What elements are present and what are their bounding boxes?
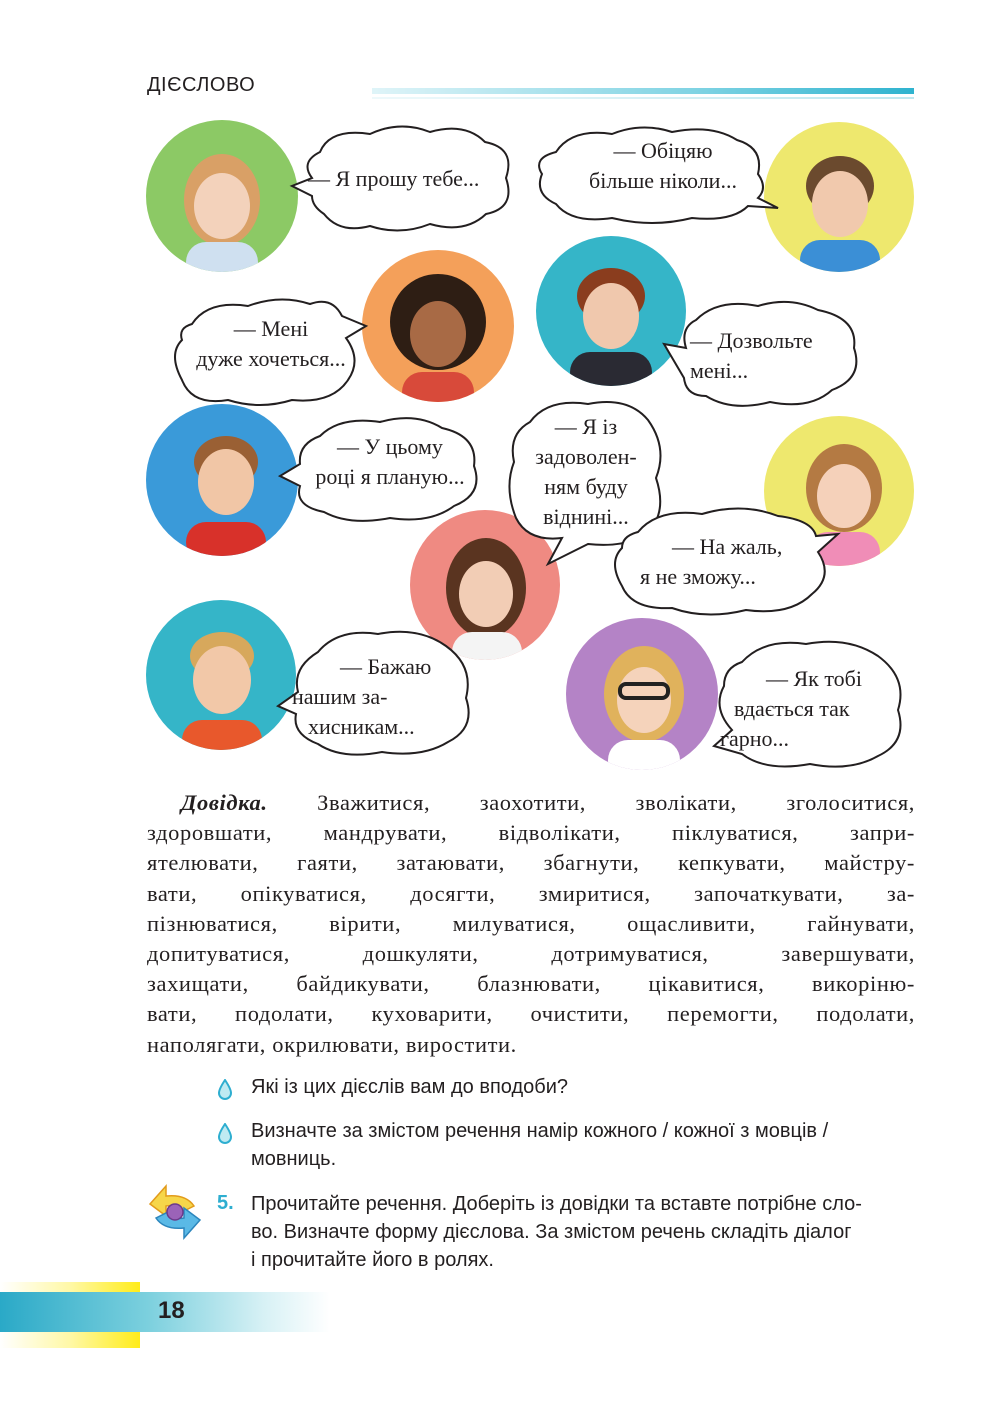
bubble-9-line-1: — Як тобі (766, 666, 862, 691)
bubble-2-line-2: більше ніколи... (589, 168, 737, 193)
reference-line-1: Зважитися, заохотити, зволікати, зголоситися, (317, 790, 916, 815)
bubble-8-line-3: хисникам... (308, 714, 415, 739)
question-2 (217, 1117, 917, 1175)
bubble-6-line-4: віднині... (543, 504, 629, 529)
bubble-4-line-2: мені... (690, 358, 749, 383)
speech-bubble-1 (290, 122, 518, 234)
reference-line-6: допитуватися, дошкуляти, дотримуватися, завершувати, (147, 941, 915, 967)
question-1 (217, 1073, 917, 1103)
reference-line-8: вати, подолати, куховарити, очистити, перемогти, подолати, (147, 1001, 915, 1027)
exercise-text: Прочитайте речення. Доберіть із довідки та вставте потрібне сло- во. Визначте форму дієслова. За змістом речень складіть діалог і прочитайте його в ролях. (251, 1193, 862, 1271)
chapter-title: ДІЄСЛОВО (147, 74, 256, 96)
bubble-6-line-2: задоволен- (535, 444, 637, 469)
bubble-3-line-1: — Мені (233, 316, 309, 341)
avatar-boy-4 (146, 600, 296, 750)
bubble-7-line-1: — На жаль, (672, 534, 783, 559)
avatar-boy-1 (764, 122, 914, 272)
exercise-number: 5. (217, 1192, 234, 1214)
water-drop-icon (217, 1123, 233, 1145)
header-rule (372, 88, 914, 94)
bubble-8-line-2: нашим за- (292, 684, 388, 709)
header-rule-thin (372, 97, 914, 99)
bubble-2-line-1: — Обіцяю (613, 138, 713, 163)
avatar-girl-2 (362, 250, 514, 402)
speech-bubble-7 (612, 506, 838, 618)
avatar-girl-5 (566, 618, 718, 770)
avatar-boy-3 (146, 404, 298, 556)
bubble-5-line-1: — У цьому (337, 434, 443, 459)
dialogue-arrows-icon (146, 1182, 204, 1247)
reference-line-4: вати, опікуватися, досягти, змиритися, започаткувати, за- (147, 880, 915, 906)
bubble-9-line-2: вдається так (734, 696, 850, 721)
page-number: 18 (158, 1297, 185, 1324)
avatar-girl-1 (146, 120, 298, 272)
bubble-1-line-1: — Я прошу тебе... (308, 166, 480, 191)
speech-bubble-2 (532, 124, 780, 224)
reference-line-2: здоровшати, мандрувати, відволікати, піклуватися, запри- (147, 820, 915, 846)
bubble-4-line-1: — Дозвольте (690, 328, 813, 353)
water-drop-icon (217, 1079, 233, 1101)
bubble-9-line-3: гарно... (720, 726, 790, 751)
question-1-text: Які із цих дієслів вам до вподоби? (251, 1076, 569, 1098)
reference-line-3: ятелювати, гаяти, затаювати, збагнути, кепкувати, майстру- (147, 850, 915, 876)
bubble-7-line-2: я не зможу... (640, 564, 756, 589)
reference-label: Довідка. (181, 790, 268, 815)
speech-bubble-3 (172, 294, 368, 410)
bubble-8-line-1: — Бажаю (340, 654, 432, 679)
speech-bubble-4 (662, 298, 862, 410)
question-2-text: Визначте за змістом речення намір кожного / кожної з мовців / мовниць. (251, 1120, 829, 1170)
bubble-5-line-2: році я планую... (315, 464, 465, 489)
reference-line-7: захищати, байдикувати, блазнювати, цікавитися, викоріню- (147, 971, 915, 997)
bubble-3-line-2: дуже хочеться... (196, 346, 346, 371)
speech-bubble-5 (280, 416, 486, 524)
bubble-6-line-1: — Я із (554, 414, 618, 439)
reference-line-9: наполягати, окрилювати, виростити. (147, 1031, 517, 1057)
bubble-6-line-3: ням буду (544, 474, 628, 499)
reference-line-5: пізнюватися, вірити, милуватися, ощасливити, гайнувати, (147, 910, 915, 936)
reference-paragraph (147, 788, 915, 1060)
speech-bubble-9 (712, 638, 908, 770)
speech-bubble-8 (278, 628, 474, 758)
